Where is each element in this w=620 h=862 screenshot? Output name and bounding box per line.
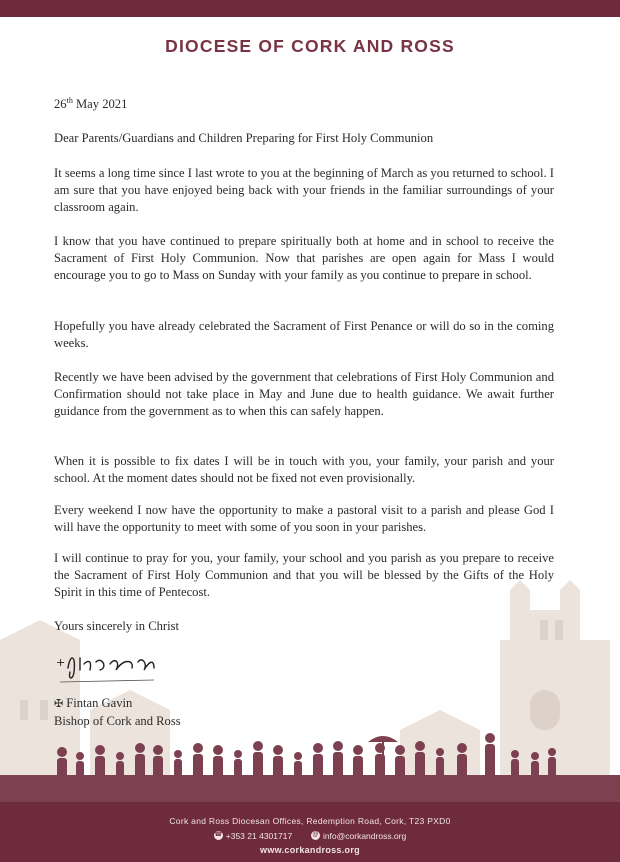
footer-contacts <box>0 830 620 841</box>
signatory-title: Bishop of Cork and Ross <box>54 714 181 728</box>
paragraph: Recently we have been advised by the government that celebrations of First Holy Communion and Confirmation should not take place in May and June due to health guidance. We await further guidance from the government as to when this can safely happen. <box>54 370 554 418</box>
parish-silhouette-illustration <box>0 580 620 802</box>
phone-icon: ☎ <box>214 832 222 839</box>
paragraph: I know that you have continued to prepare spiritually both at home and in school to receive the Sacrament of First Holy Communion. Now that parishes are open again for Mass I would encourage you to go to Mass on Sunday with your family as you continue to prepare in school. <box>54 234 554 282</box>
footer-phone: +353 21 4301717 <box>225 830 293 841</box>
cross-icon: ✠ <box>54 698 64 710</box>
signatory-name: ✠ Fintan Gavin <box>54 696 133 710</box>
signatory-block <box>54 695 181 730</box>
paragraph: Hopefully you have already celebrated the Sacrament of First Penance or will do so in the coming weeks. <box>54 319 554 350</box>
letter-salutation: Dear Parents/Guardians and Children Preparing for First Holy Communion <box>54 131 434 145</box>
paragraph: Every weekend I now have the opportunity to make a pastoral visit to a parish and please God I will have the opportunity to meet with some of you soon in your parishes. <box>54 503 554 534</box>
top-band <box>0 0 620 17</box>
letterhead-title: DIOCESE OF CORK AND ROSS <box>165 36 455 56</box>
letter-date: 26th May 2021 <box>54 95 128 111</box>
paragraph: When it is possible to fix dates I will be in touch with you, your family, your parish and your school. At the moment dates should not be fixed not even provisionally. <box>54 454 554 485</box>
paragraph: It seems a long time since I last wrote to you at the beginning of March as you returned to school. I am sure that you have enjoyed being back with your friends in the familiar surroundings of your classroom again. <box>54 166 554 214</box>
footer-address: Cork and Ross Diocesan Offices, Redemption Road, Cork, T23 PXD0 <box>169 816 451 826</box>
letter-closing: Yours sincerely in Christ <box>54 619 180 633</box>
svg-text:+: + <box>56 656 66 669</box>
footer <box>0 802 620 862</box>
footer-email[interactable]: info@corkandross.org <box>322 830 407 841</box>
handwritten-signature <box>54 650 174 690</box>
email-icon: @ <box>312 832 319 839</box>
paragraph: I will continue to pray for you, your family, your school and you parish as you prepare to receive the Sacrament of First Holy Communion and that you will be blessed by the Gifts of the Holy Spirit in this time of Pentecost. <box>54 551 554 599</box>
footer-website[interactable]: www.corkandross.org <box>260 845 360 855</box>
